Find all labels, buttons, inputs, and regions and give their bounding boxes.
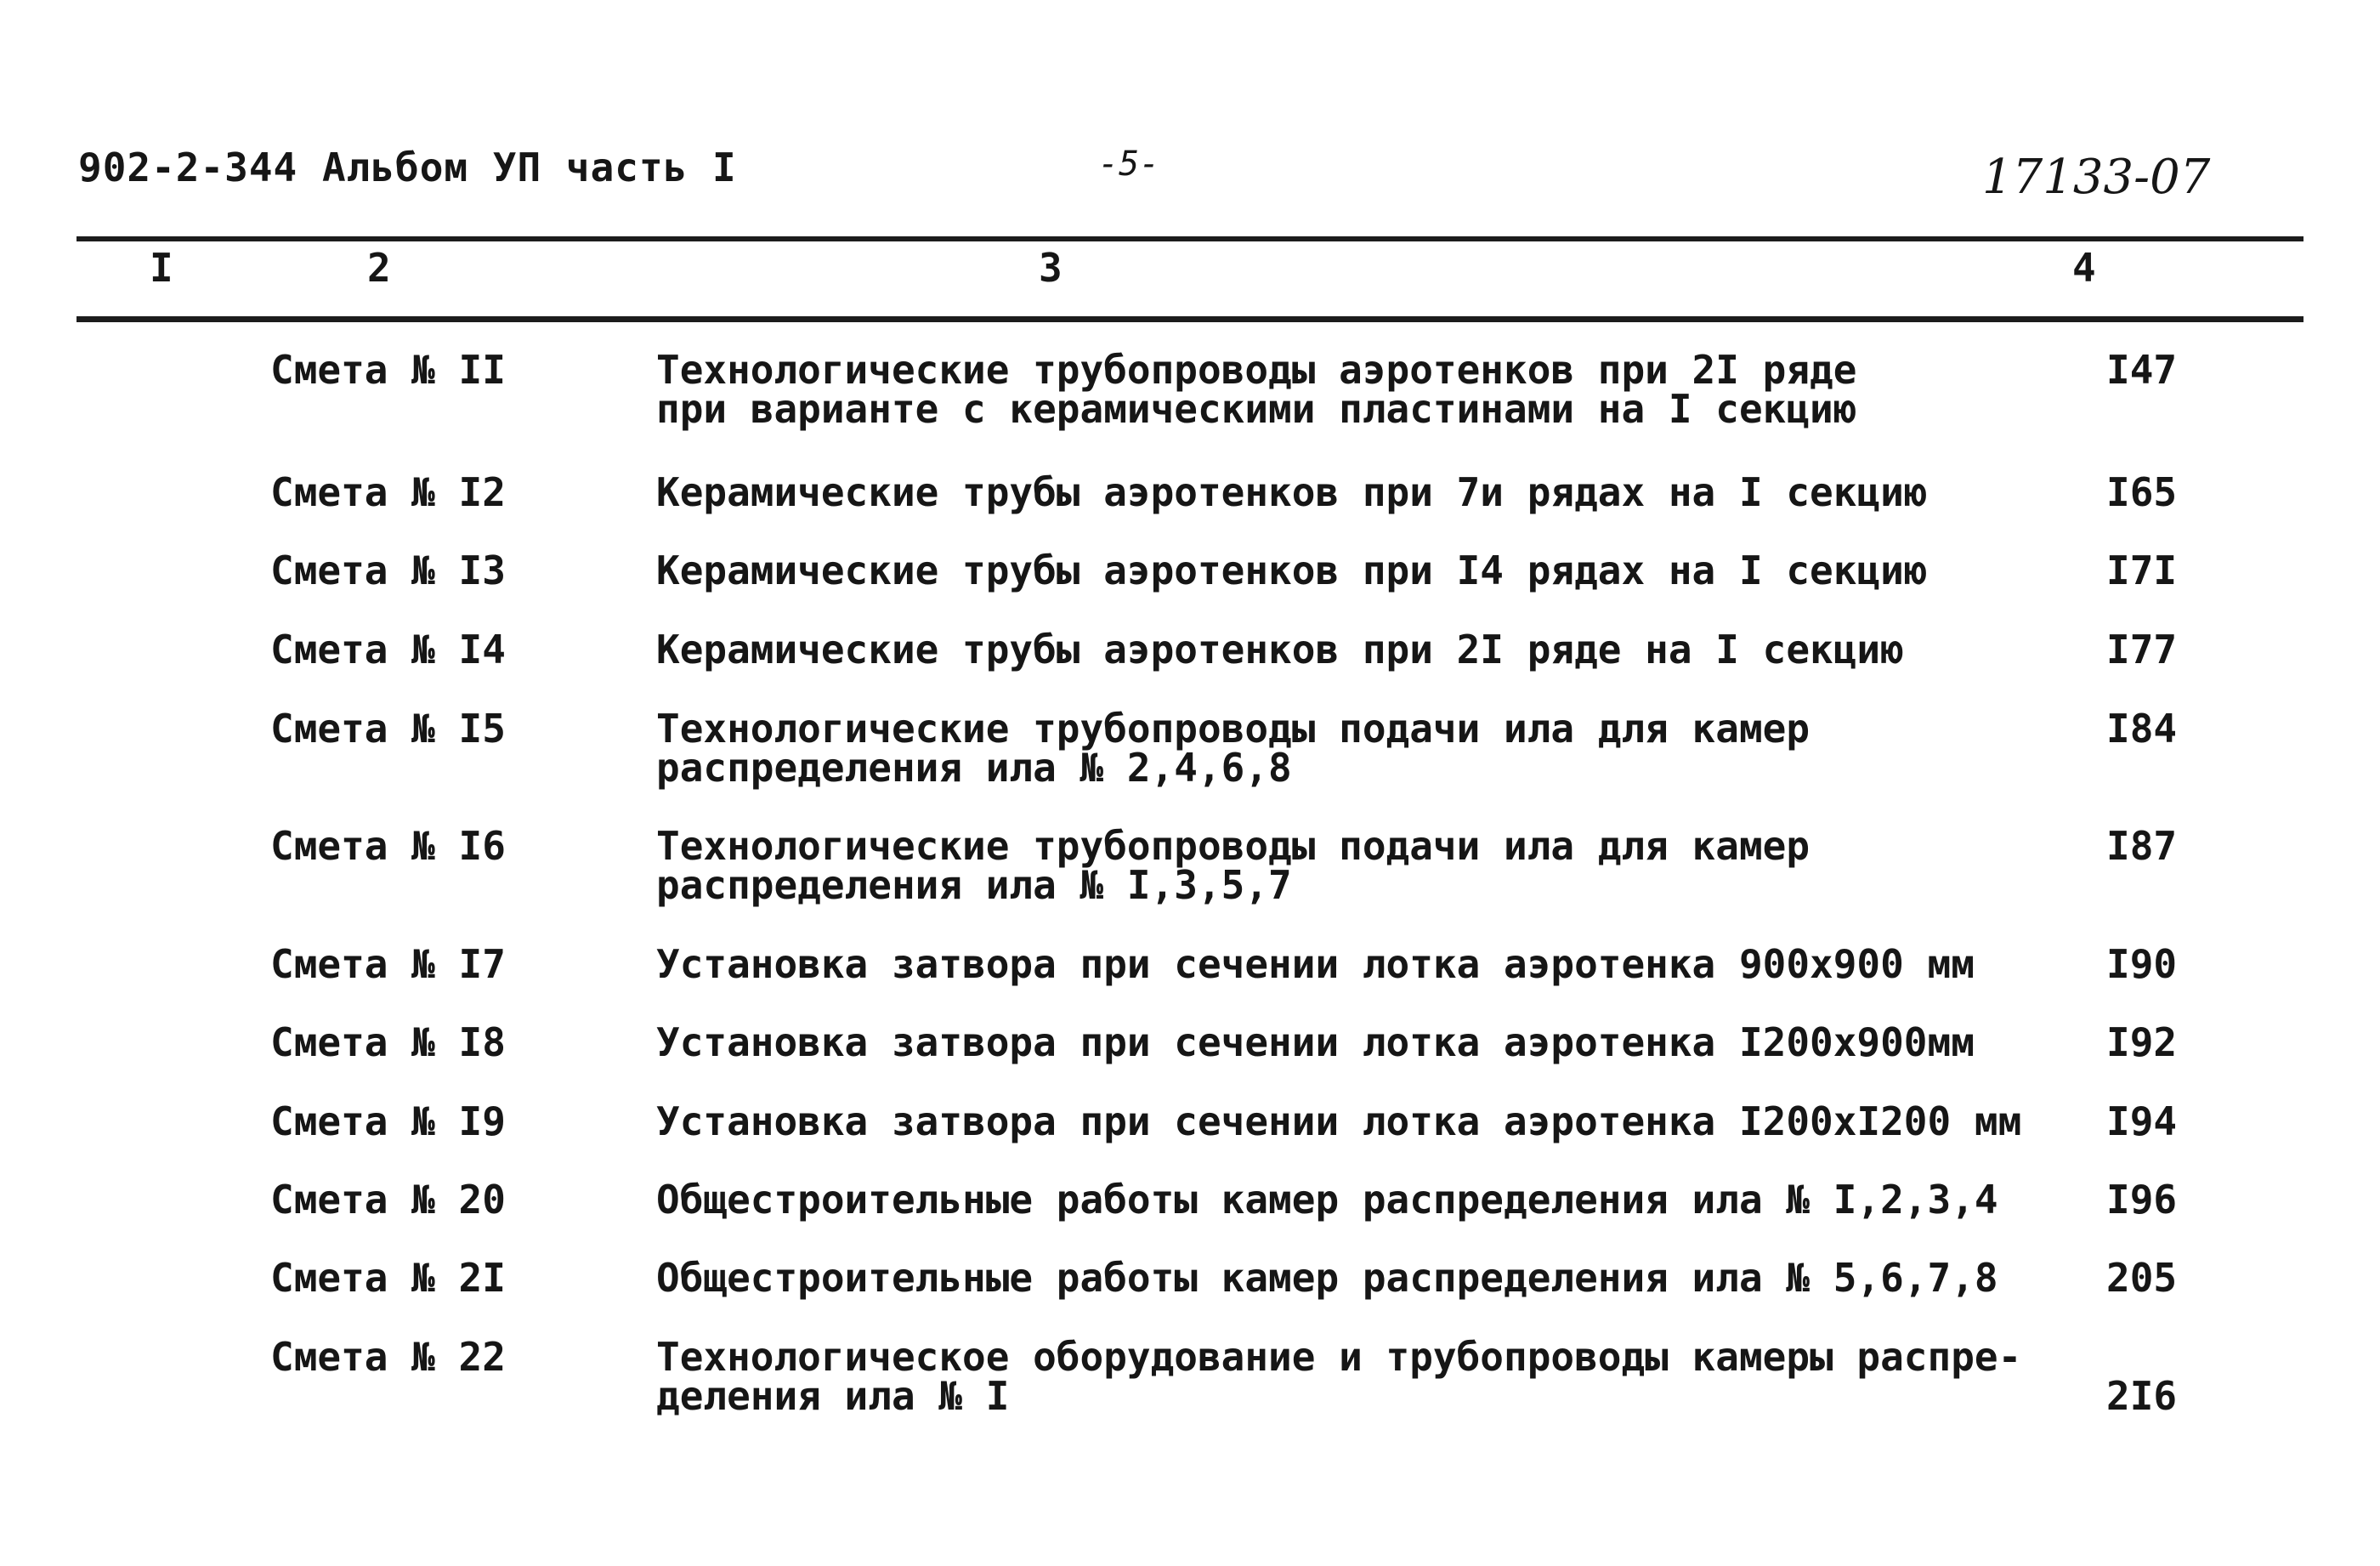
table-top-rule [76,236,2304,241]
column-header-2: 2 [367,245,391,291]
estimate-description: Установка затвора при сечении лотка аэротенка 900х900 мм [656,941,1975,987]
estimate-description: Установка затвора при сечении лотка аэротенка I200хI200 мм [656,1098,2022,1144]
page-reference: I96 [2106,1177,2178,1223]
page-reference: 2I6 [2106,1373,2178,1419]
column-header-4: 4 [2072,245,2096,291]
estimate-description: Технологические трубопроводы подачи ила для камер распределения ила № 2,4,6,8 [656,706,1810,791]
table-header-rule [76,316,2304,322]
page-reference: 205 [2106,1255,2178,1301]
archive-number: 17133-07 [1982,150,2211,205]
estimate-number: Смета № I7 [270,941,506,987]
page-reference: I90 [2106,941,2178,987]
column-header-3: 3 [1039,245,1062,291]
page-reference: I92 [2106,1019,2178,1065]
estimate-number: Смета № I9 [270,1098,506,1144]
estimate-description: Технологические трубопроводы подачи ила для камер распределения ила № I,3,5,7 [656,823,1810,908]
page-reference: I77 [2106,627,2178,672]
column-header-1: I [150,245,173,291]
page-reference: I7I [2106,548,2178,593]
page-reference: I65 [2106,469,2178,515]
estimate-number: Смета № I4 [270,627,506,672]
estimate-description: Керамические трубы аэротенков при 7и рядах на I секцию [656,469,1928,515]
page-number: -5- [1098,145,1160,184]
page-header [78,145,2211,205]
estimate-number: Смета № 22 [270,1334,506,1380]
estimate-description: Установка затвора при сечении лотка аэротенка I200х900мм [656,1019,1975,1065]
page-reference: I84 [2106,706,2178,752]
estimate-number: Смета № 20 [270,1177,506,1223]
estimate-description: Керамические трубы аэротенков при 2I ряде на I секцию [656,627,1904,672]
estimate-description: Общестроительные работы камер распределения ила № 5,6,7,8 [656,1255,1998,1301]
page-reference: I87 [2106,823,2178,869]
estimate-number: Смета № 2I [270,1255,506,1301]
estimate-description: Технологическое оборудование и трубопроводы камеры распре- деления ила № I [656,1334,2022,1419]
page-reference: I94 [2106,1098,2178,1144]
estimate-number: Смета № I8 [270,1019,506,1065]
estimate-number: Смета № II [270,347,506,393]
page-reference: I47 [2106,347,2178,393]
estimate-number: Смета № I3 [270,548,506,593]
estimate-description: Керамические трубы аэротенков при I4 рядах на I секцию [656,548,1928,593]
document-code: 902-2-344 Альбом УП часть I [78,145,737,190]
estimate-number: Смета № I2 [270,469,506,515]
estimate-number: Смета № I6 [270,823,506,869]
estimate-number: Смета № I5 [270,706,506,752]
estimate-description: Общестроительные работы камер распределения ила № I,2,3,4 [656,1177,1998,1223]
estimate-description: Технологические трубопроводы аэротенков при 2I ряде при варианте с керамическими пластинами на I секцию [656,347,1857,432]
